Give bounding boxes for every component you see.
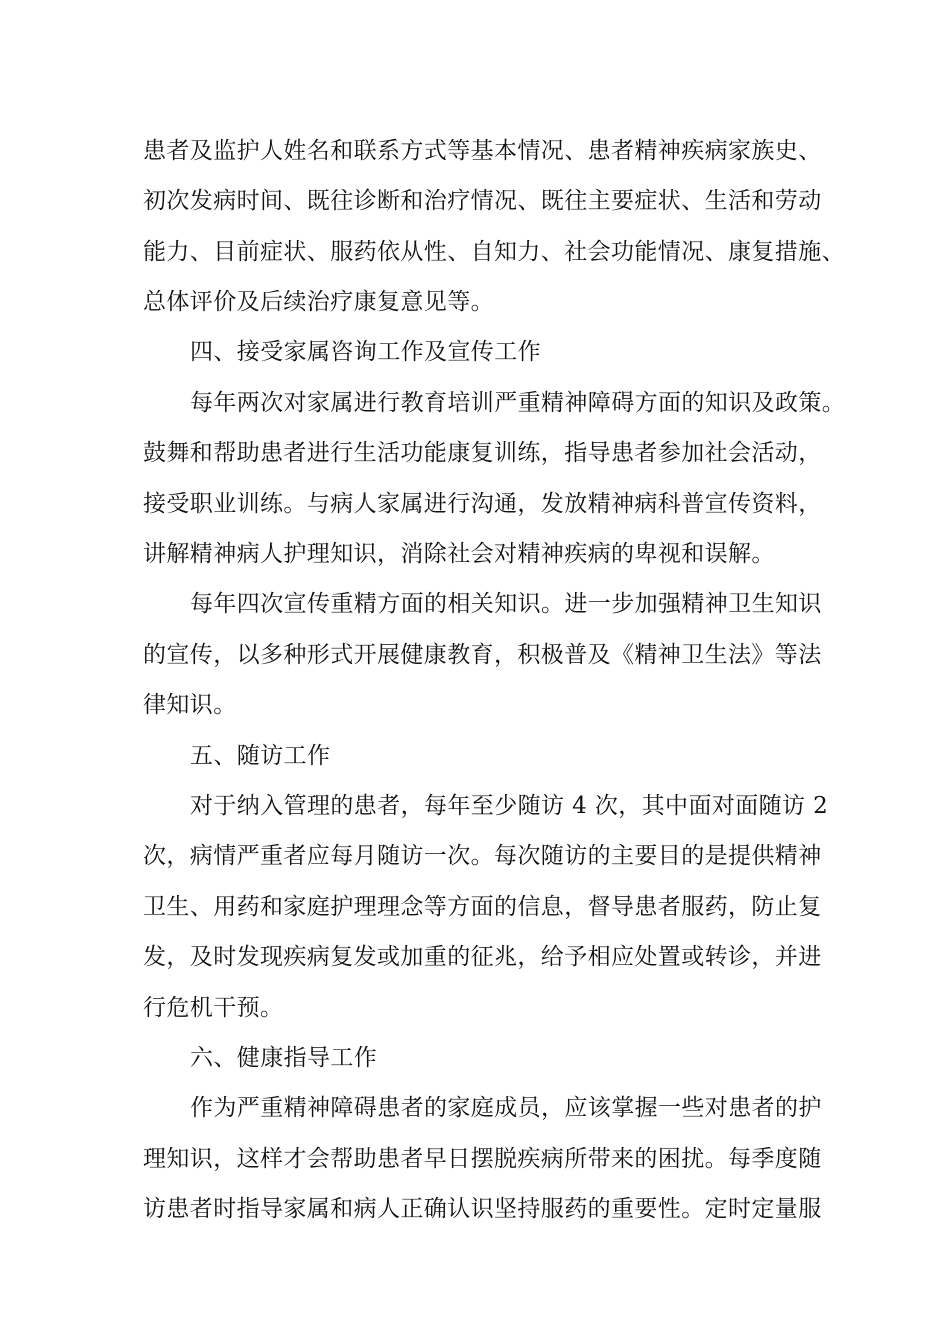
text-line-4: 总体评价及后续治疗康复意见等。 [143,289,494,315]
text-line-18: 行危机干预。 [143,995,284,1021]
text-line-21: 理知识，这样才会帮助患者早日摆脱疾病所带来的困扰。每季度随 [143,1146,822,1172]
text-line-22: 访患者时指导家属和病人正确认识坚持服药的重要性。定时定量服 [143,1196,822,1222]
text-line-16: 卫生、用药和家庭护理理念等方面的信息，督导患者服药，防止复 [143,894,822,920]
text-line-6: 每年两次对家属进行教育培训严重精神障碍方面的知识及政策。 [190,390,846,416]
text-line-14: 对于纳入管理的患者，每年至少随访 4 次，其中面对面随访 2 [190,793,829,819]
text-line-7: 鼓舞和帮助患者进行生活功能康复训练，指导患者参加社会活动， [143,440,822,466]
text-line-3: 能力、目前症状、服药依从性、自知力、社会功能情况、康复措施、 [143,239,845,265]
text-line-11: 的宣传，以多种形式开展健康教育，积极普及《精神卫生法》等法 [143,642,822,668]
text-line-17: 发，及时发现疾病复发或加重的征兆，给予相应处置或转诊，并进 [143,944,822,970]
text-line-20: 作为严重精神障碍患者的家庭成员，应该掌握一些对患者的护 [190,1095,822,1121]
text-line-12: 律知识。 [143,692,237,718]
section-heading-5: 五、随访工作 [190,743,331,769]
section-heading-4: 四、接受家属咨询工作及宣传工作 [190,339,541,365]
text-line-9: 讲解精神病人护理知识，消除社会对精神疾病的卑视和误解。 [143,541,775,567]
text-line-8: 接受职业训练。与病人家属进行沟通，发放精神病科普宣传资料， [143,491,822,517]
text-line-1: 患者及监护人姓名和联系方式等基本情况、患者精神疾病家族史、 [143,138,822,164]
text-line-2: 初次发病时间、既往诊断和治疗情况、既往主要症状、生活和劳动 [143,188,822,214]
section-heading-6: 六、健康指导工作 [190,1045,378,1071]
text-line-15: 次，病情严重者应每月随访一次。每次随访的主要目的是提供精神 [143,843,822,869]
text-line-10: 每年四次宣传重精方面的相关知识。进一步加强精神卫生知识 [190,591,822,617]
